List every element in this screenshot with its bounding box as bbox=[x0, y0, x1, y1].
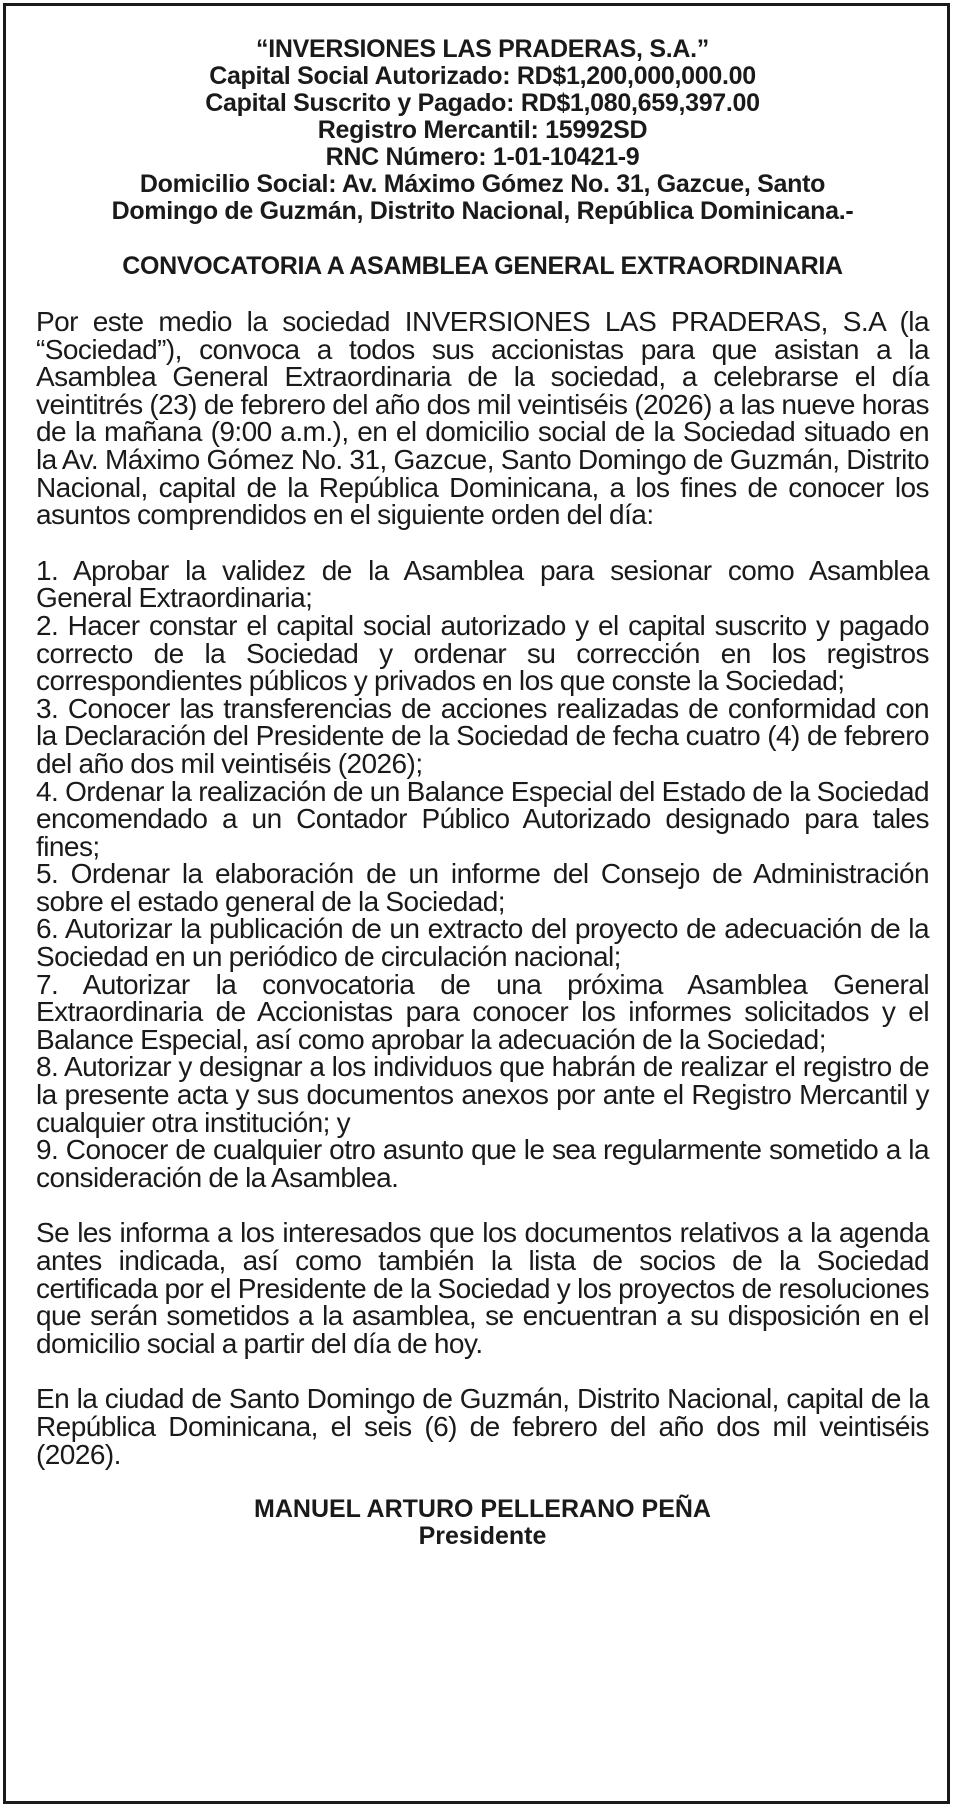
notice-content bbox=[36, 36, 929, 1550]
signatory-title: Presidente bbox=[418, 1522, 547, 1551]
capital-autorizado: Capital Social Autorizado: RD$1,200,000,000.00 bbox=[209, 62, 756, 90]
notice-paragraph: Se les informa a los interesados que los documentos relativos a la agenda antes indicada, así como también la lista de socios de la Sociedad certificada por el Presidente de la Sociedad y los proyectos de resoluciones que serán sometidos a la asamblea, se encuentran a su disposición en el domicilio social a partir del día de hoy. bbox=[36, 1217, 929, 1359]
agenda-item-1: 1. Aprobar la validez de la Asamblea para sesionar como Asamblea General Extraordinaria; bbox=[36, 554, 929, 614]
signatory-name: MANUEL ARTURO PELLERANO PEÑA bbox=[254, 1495, 711, 1524]
agenda-list bbox=[36, 554, 929, 1193]
domicilio-line-2: Domingo de Guzmán, Distrito Nacional, República Dominicana.- bbox=[111, 197, 854, 225]
company-name: “INVERSIONES LAS PRADERAS, S.A.” bbox=[256, 35, 709, 63]
rnc-number: RNC Número: 1-01-10421-9 bbox=[325, 143, 640, 171]
agenda-item-8: 8. Autorizar y designar a los individuos que habrán de realizar el registro de la presente acta y sus documentos anexos por ante el Registro Mercantil y cualquier otra institución; y bbox=[36, 1051, 929, 1138]
agenda-item-2: 2. Hacer constar el capital social autorizado y el capital suscrito y pagado correcto de la Sociedad y ordenar su corrección en los registros correspondientes públicos y privados en los que conste la Sociedad; bbox=[36, 609, 929, 697]
agenda-item-3: 3. Conocer las transferencias de acciones realizadas de conformidad con la Declaración del Presidente de la Sociedad de fecha cuatro (4) de febrero del año dos mil veintiséis (2026); bbox=[36, 692, 929, 779]
agenda-item-6: 6. Autorizar la publicación de un extracto del proyecto de adecuación de la Sociedad en un periódico de circulación nacional; bbox=[36, 913, 929, 973]
notice-frame bbox=[3, 3, 950, 1804]
capital-suscrito: Capital Suscrito y Pagado: RD$1,080,659,397.00 bbox=[205, 89, 760, 117]
domicilio-line-1: Domicilio Social: Av. Máximo Gómez No. 31, Gazcue, Santo bbox=[139, 170, 826, 198]
agenda-item-4: 4. Ordenar la realización de un Balance Especial del Estado de la Sociedad encomendado a un Contador Público Autorizado designado para tales fines; bbox=[36, 775, 929, 862]
convocatoria-title: CONVOCATORIA A ASAMBLEA GENERAL EXTRAORDINARIA bbox=[122, 252, 843, 280]
closing-paragraph: En la ciudad de Santo Domingo de Guzmán, Distrito Nacional, capital de la República Dominicana, el seis (6) de febrero del año dos mil veintiséis (2026). bbox=[36, 1383, 929, 1470]
company-header bbox=[36, 36, 929, 225]
agenda-item-9: 9. Conocer de cualquier otro asunto que le sea regularmente sometido a la consideración de la Asamblea. bbox=[36, 1134, 929, 1193]
registro-mercantil: Registro Mercantil: 15992SD bbox=[317, 116, 648, 144]
signature-block bbox=[36, 1496, 929, 1550]
agenda-item-7: 7. Autorizar la convocatoria de una próxima Asamblea General Extraordinaria de Accionistas para conocer los informes solicitados y el Balance Especial, así como aprobar la adecuación de la Sociedad; bbox=[36, 968, 929, 1055]
agenda-item-5: 5. Ordenar la elaboración de un informe del Consejo de Administración sobre el estado general de la Sociedad; bbox=[36, 858, 929, 917]
intro-paragraph: Por este medio la sociedad INVERSIONES LAS PRADERAS, S.A (la “Sociedad”), convoca a todos sus accionistas para que asistan a la Asamblea General Extraordinaria de la sociedad, a celebrarse el día veintitrés (23) de febrero del año dos mil veintiséis (2026) a las nueve horas de la mañana (9:00 a.m.), en el domicilio social de la Sociedad situado en la Av. Máximo Gómez No. 31, Gazcue, Santo Domingo de Guzmán, Distrito Nacional, capital de la República Dominicana, a los fines de conocer los asuntos comprendidos en el siguiente orden del día: bbox=[36, 306, 929, 531]
